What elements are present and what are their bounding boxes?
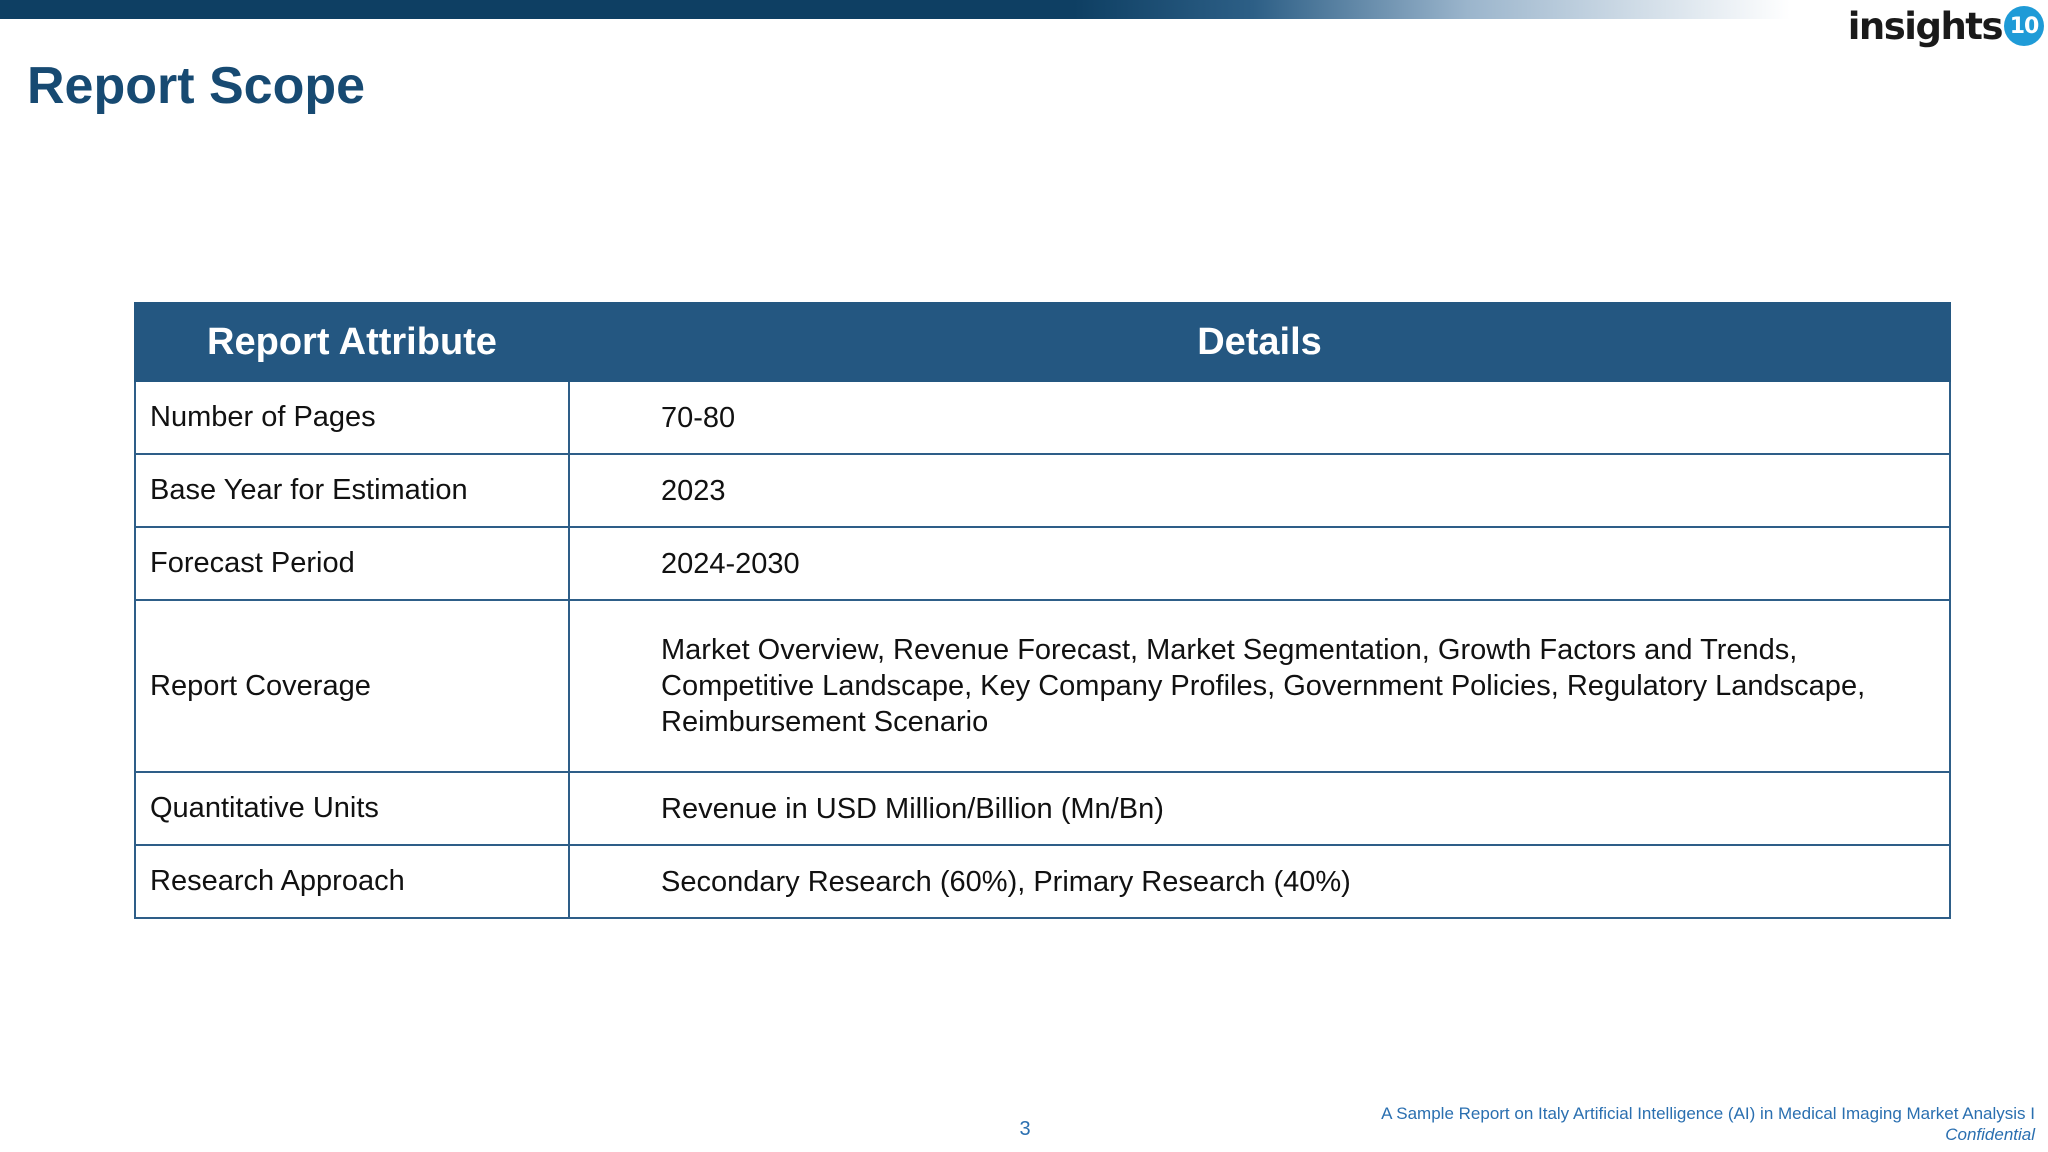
details-cell: 2023 xyxy=(569,454,1950,527)
table-row xyxy=(135,454,1950,527)
details-cell: 2024-2030 xyxy=(569,527,1950,600)
header-details: Details xyxy=(569,303,1950,381)
details-cell: Market Overview, Revenue Forecast, Market Segmentation, Growth Factors and Trends, Competitive Landscape, Key Company Profiles, Government Policies, Regulatory Landscape, Reimbursement Scenario xyxy=(569,600,1950,772)
logo-text: insights xyxy=(1847,4,2002,48)
attribute-cell: Research Approach xyxy=(135,845,569,918)
attribute-cell: Forecast Period xyxy=(135,527,569,600)
footer-confidential: Confidential xyxy=(1945,1125,2035,1144)
top-accent-bar xyxy=(0,0,1790,19)
logo-badge-icon: 10 xyxy=(2004,6,2044,46)
page-title: Report Scope xyxy=(27,57,366,115)
insights10-logo xyxy=(1848,4,2044,48)
header-report-attribute: Report Attribute xyxy=(135,303,569,381)
attribute-cell: Quantitative Units xyxy=(135,772,569,845)
footer-report-name: A Sample Report on Italy Artificial Intelligence (AI) in Medical Imaging Market Analysis I xyxy=(1381,1104,2035,1123)
details-cell: 70-80 xyxy=(569,381,1950,454)
table-row xyxy=(135,772,1950,845)
table-row xyxy=(135,600,1950,772)
attribute-cell: Report Coverage xyxy=(135,600,569,772)
table-row xyxy=(135,381,1950,454)
footer-note xyxy=(1381,1103,2035,1145)
table-row xyxy=(135,527,1950,600)
attribute-cell: Number of Pages xyxy=(135,381,569,454)
table-header-row xyxy=(135,303,1950,381)
details-cell: Revenue in USD Million/Billion (Mn/Bn) xyxy=(569,772,1950,845)
report-scope-table xyxy=(134,302,1951,919)
details-cell: Secondary Research (60%), Primary Research (40%) xyxy=(569,845,1950,918)
page-number: 3 xyxy=(1019,1118,1031,1140)
attribute-cell: Base Year for Estimation xyxy=(135,454,569,527)
table-row xyxy=(135,845,1950,918)
